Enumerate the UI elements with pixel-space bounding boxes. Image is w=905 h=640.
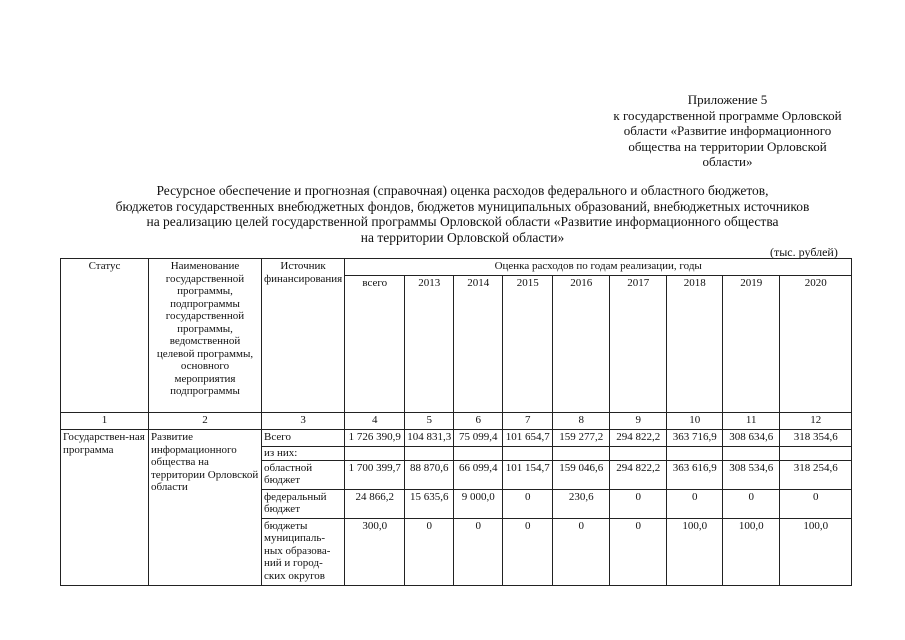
source-cell: Всего xyxy=(262,430,345,447)
budget-table xyxy=(60,258,852,586)
value-cell: 230,6 xyxy=(553,489,610,518)
header-row xyxy=(61,259,852,276)
value-cell: 100,0 xyxy=(667,518,723,585)
title-line: Ресурсное обеспечение и прогнозная (справочная) оценка расходов федерального и областного бюджетов, xyxy=(156,183,769,198)
value-cell: 318 354,6 xyxy=(780,430,852,447)
value-cell xyxy=(345,447,405,461)
column-number: 10 xyxy=(667,413,723,430)
column-number: 9 xyxy=(610,413,667,430)
header-year: 2018 xyxy=(667,276,723,413)
value-cell: 1 700 399,7 xyxy=(345,460,405,489)
value-cell xyxy=(610,447,667,461)
annex-line: к государственной программе Орловской xyxy=(613,107,842,123)
value-cell: 101 154,7 xyxy=(503,460,553,489)
column-number: 7 xyxy=(503,413,553,430)
header-source: Источник финансирования xyxy=(262,259,345,413)
value-cell: 0 xyxy=(405,518,454,585)
column-number: 8 xyxy=(553,413,610,430)
value-cell: 0 xyxy=(503,518,553,585)
title-line: бюджетов государственных внебюджетных фондов, бюджетов муниципальных образований, внебюджетных источников xyxy=(115,198,810,214)
value-cell: 75 099,4 xyxy=(454,430,503,447)
source-cell: федеральный бюджет xyxy=(262,489,345,518)
annex-line: области «Развитие информационного xyxy=(623,123,832,138)
value-cell: 0 xyxy=(454,518,503,585)
value-cell: 24 866,2 xyxy=(345,489,405,518)
value-cell: 100,0 xyxy=(780,518,852,585)
value-cell: 101 654,7 xyxy=(503,430,553,447)
value-cell: 0 xyxy=(610,518,667,585)
column-number: 2 xyxy=(149,413,262,430)
value-cell xyxy=(667,447,723,461)
header-estimate: Оценка расходов по годам реализации, годы xyxy=(345,259,852,276)
value-cell xyxy=(454,447,503,461)
header-name: Наименование государственной программы, подпрограммы государственной программы, ведомственной целевой программы, основного мероприятия подпрограммы xyxy=(149,259,262,413)
value-cell xyxy=(553,447,610,461)
value-cell: 1 726 390,9 xyxy=(345,430,405,447)
column-number-row xyxy=(61,413,852,430)
header-year: 2013 xyxy=(405,276,454,413)
value-cell xyxy=(780,447,852,461)
value-cell: 308 534,6 xyxy=(723,460,780,489)
column-number: 11 xyxy=(723,413,780,430)
value-cell: 363 616,9 xyxy=(667,460,723,489)
value-cell: 66 099,4 xyxy=(454,460,503,489)
source-cell: бюджеты муниципаль-ных образова-ний и город-ских округов xyxy=(262,518,345,585)
value-cell: 15 635,6 xyxy=(405,489,454,518)
column-number: 5 xyxy=(405,413,454,430)
value-cell: 0 xyxy=(780,489,852,518)
header-status: Статус xyxy=(61,259,149,413)
program-status: Государствен-ная программа xyxy=(61,430,149,586)
value-cell: 318 254,6 xyxy=(780,460,852,489)
header-year: 2020 xyxy=(780,276,852,413)
column-number: 3 xyxy=(262,413,345,430)
source-cell: областной бюджет xyxy=(262,460,345,489)
column-number: 12 xyxy=(780,413,852,430)
header-year: 2019 xyxy=(723,276,780,413)
header-year: 2014 xyxy=(454,276,503,413)
table-row xyxy=(61,430,852,447)
value-cell: 9 000,0 xyxy=(454,489,503,518)
value-cell: 308 634,6 xyxy=(723,430,780,447)
units-label: (тыс. рублей) xyxy=(770,245,838,259)
header-year: 2015 xyxy=(503,276,553,413)
header-total: всего xyxy=(345,276,405,413)
title-line: на территории Орловской области» xyxy=(360,229,565,245)
value-cell: 159 277,2 xyxy=(553,430,610,447)
value-cell xyxy=(503,447,553,461)
value-cell: 0 xyxy=(723,489,780,518)
value-cell: 300,0 xyxy=(345,518,405,585)
document-title xyxy=(40,183,885,245)
value-cell: 88 870,6 xyxy=(405,460,454,489)
header-year: 2017 xyxy=(610,276,667,413)
value-cell: 0 xyxy=(610,489,667,518)
column-number: 6 xyxy=(454,413,503,430)
value-cell: 294 822,2 xyxy=(610,430,667,447)
source-cell: из них: xyxy=(262,447,345,461)
annex-heading xyxy=(560,92,895,170)
value-cell: 294 822,2 xyxy=(610,460,667,489)
annex-line: Приложение 5 xyxy=(687,92,768,107)
value-cell: 0 xyxy=(553,518,610,585)
annex-line: области» xyxy=(702,154,753,169)
value-cell xyxy=(723,447,780,461)
value-cell xyxy=(405,447,454,461)
annex-line: общества на территории Орловской xyxy=(628,138,827,154)
value-cell: 159 046,6 xyxy=(553,460,610,489)
value-cell: 104 831,3 xyxy=(405,430,454,447)
value-cell: 0 xyxy=(667,489,723,518)
header-year: 2016 xyxy=(553,276,610,413)
column-number: 4 xyxy=(345,413,405,430)
value-cell: 100,0 xyxy=(723,518,780,585)
value-cell: 363 716,9 xyxy=(667,430,723,447)
value-cell: 0 xyxy=(503,489,553,518)
column-number: 1 xyxy=(61,413,149,430)
title-line: на реализацию целей государственной программы Орловской области «Развитие информационного общества xyxy=(146,214,779,229)
program-name: Развитие информационного общества на территории Орловской области xyxy=(149,430,262,586)
